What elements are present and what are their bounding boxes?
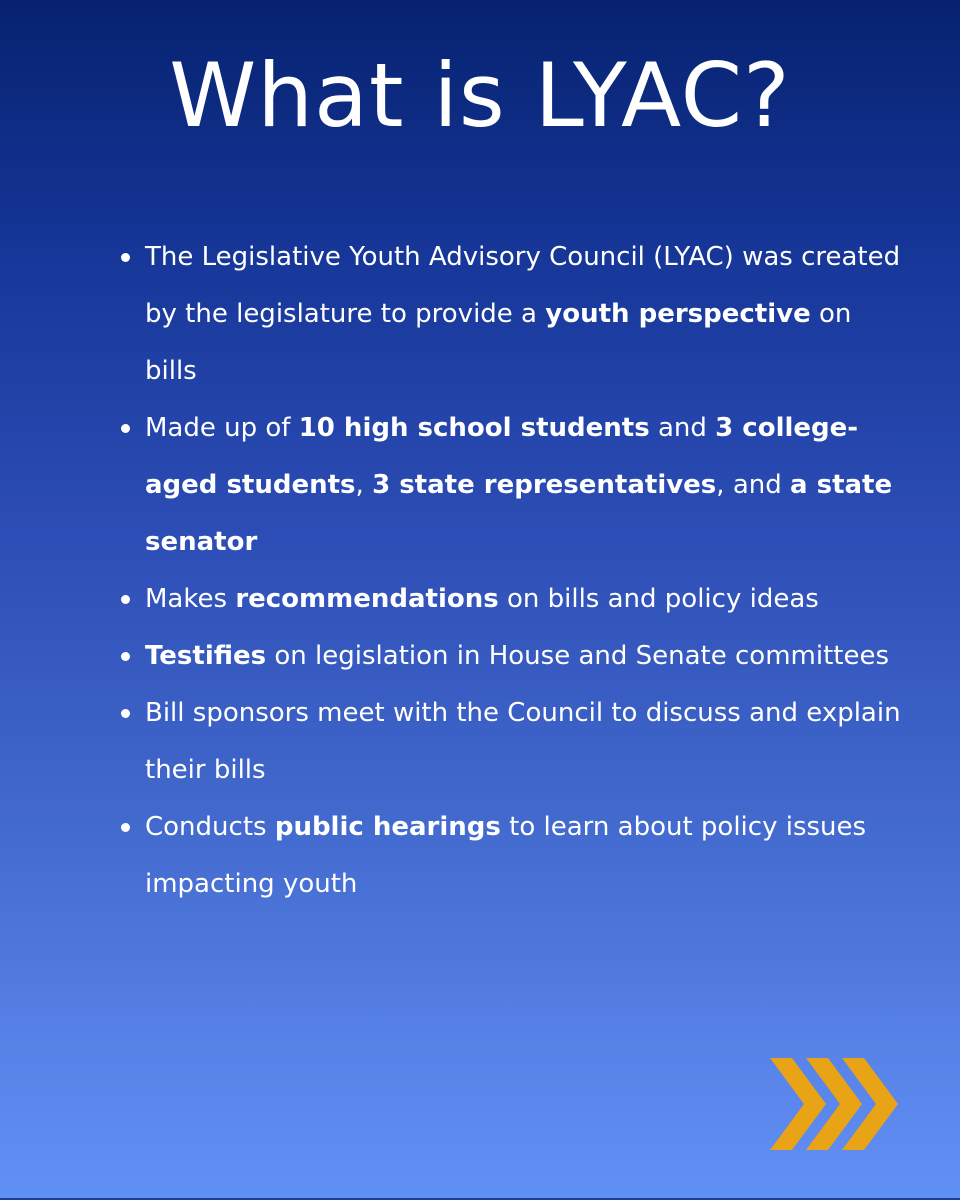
bullet-text: on bills and policy ideas — [498, 584, 819, 614]
bullet-item — [145, 229, 905, 400]
bullet-bold-text: youth perspective — [545, 299, 811, 329]
bullet-bold-text: Testifies — [145, 641, 267, 671]
bullet-list — [145, 229, 905, 913]
triple-chevron-right-icon — [768, 1056, 900, 1152]
bullet-text: Conducts — [145, 812, 275, 842]
bullet-text: , and — [716, 470, 791, 500]
bullet-text: Bill sponsors meet with the Council to discuss and explain their bills — [145, 698, 901, 785]
bullet-text: on legislation in House and Senate committees — [266, 641, 890, 671]
bullet-bold-text: 3 college-aged students — [145, 413, 859, 500]
bullet-bold-text: public hearings — [274, 812, 501, 842]
bullet-bold-text: 3 state representatives — [372, 470, 717, 500]
bullet-item — [145, 571, 905, 628]
bullet-text: to learn about policy issues impacting youth — [145, 812, 867, 899]
bullet-bold-text: 10 high school students — [298, 413, 650, 443]
page-title: What is LYAC? — [169, 44, 791, 147]
bullet-item — [145, 400, 905, 571]
bullet-text: on bills — [145, 299, 852, 386]
bullet-text: , — [355, 470, 373, 500]
bullet-text: The Legislative Youth Advisory Council (LYAC) was created by the legislature to provide a — [145, 242, 901, 329]
bullet-text: Made up of — [145, 413, 299, 443]
bullet-item — [145, 685, 905, 799]
bullet-item — [145, 628, 905, 685]
bullet-bold-text: a state senator — [145, 470, 893, 557]
bullet-bold-text: recommendations — [235, 584, 499, 614]
bullet-text: Makes — [145, 584, 236, 614]
bullet-text: and — [649, 413, 716, 443]
bullet-item — [145, 799, 905, 913]
